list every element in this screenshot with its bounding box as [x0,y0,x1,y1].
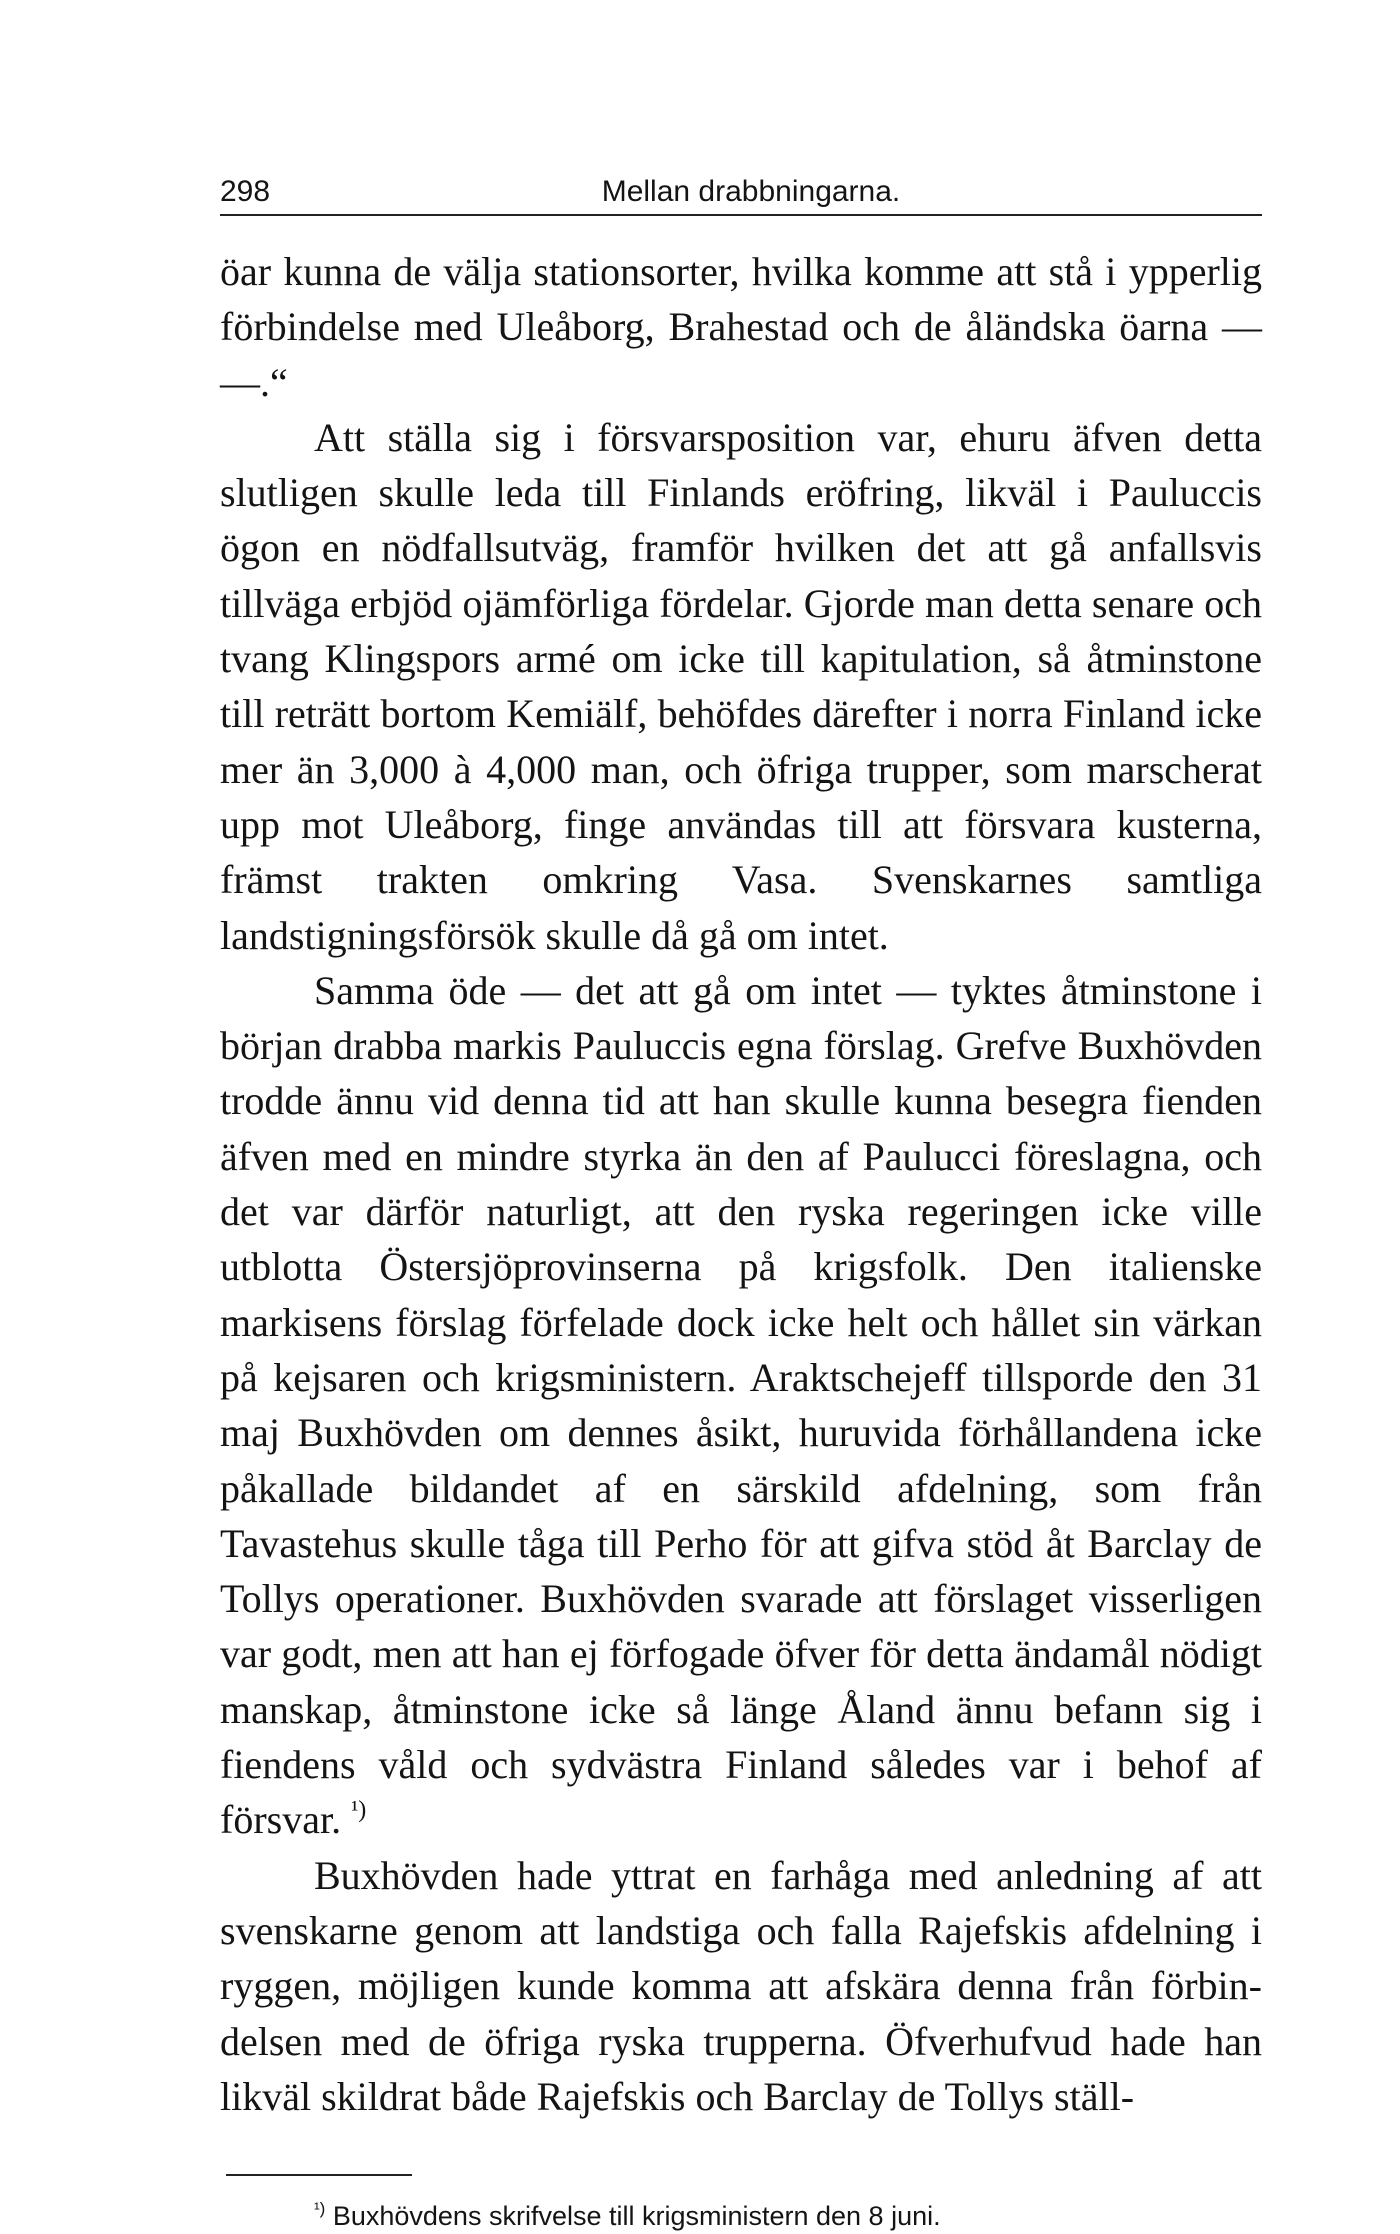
footnote-marker: ¹) [314,2199,326,2219]
book-page [220,170,1262,2232]
running-title: Mellan drabbningarna. [601,175,901,208]
paragraph-text: Samma öde — det att gå om intet — tyktes åtminstone i början drabba markis Pauluccis egna förslag. Grefve Buxhövden trodde ännu vid denna tid att han skulle kunna besegra fienden äfven med en mindre styrka än den af Paulucci föreslagna, och det var därför naturligt, att den ryska regeringen icke ville utblotta Östersjöprovinserna på krigsfolk. Den italienske markisens förslag förfelade dock icke helt och hållet sin värkan på kejsaren och krigsministern. Araktschejeff tillsporde den 31 maj Buxhövden om dennes åsikt, huruvida förhållandena icke påkallade bildandet af en särskild afdelning, som från Tavastehus skulle tåga till Perho för att gifva stöd åt Barclay de Tollys operationer. Buxhövden svarade att förslaget visserligen var godt, men att han ej förfogade öfver för detta ändamål nödigt manskap, åtminstone icke så länge Åland ännu befann sig i fiendens våld och sydvästra Finland således var i behof af försvar. [220,967,1262,1843]
footnote-text: Buxhövdens skrifvelse till krigsministern den 8 juni. [332,2201,941,2232]
paragraph [220,963,1262,1848]
body-text [220,244,1262,2124]
page-number: 298 [220,175,271,208]
footnote-reference: ¹) [351,1797,367,1824]
paragraph-continued: öar kunna de välja stationsorter, hvilka komme att stå i ypperlig förbindelse med Uleåborg, Brahestad och de åländska öarna — —.“ [220,249,1262,405]
paragraph: Att ställa sig i försvarsposition var, ehuru äfven detta slutligen skulle leda till Finlands eröfring, likväl i Pauluccis ögon en nödfallsutväg, framför hvilken det att gå anfallsvis tillväga erbjöd ojämförliga fördelar. Gjorde man detta senare och tvang Klingspors armé om icke till kapitulation, så åtminstone till reträtt bortom Kemiälf, behöfdes därefter i norra Finland icke mer än 3,000 à 4,000 man, och öfriga trupper, som marscherat upp mot Uleåborg, finge användas till att försvara kusterna, främst trakten omkring Vasa. Svenskarnes samtliga landstigningsförsök skulle då gå om intet. [220,414,1262,958]
paragraph: Buxhövden hade yttrat en farhåga med anledning af att svenskarne genom att landstiga och falla Rajefskis afdelning i ryggen, möjligen kunde komma att afskära denna från förbindelsen med de öfriga ryska trupperna. Öfverhufvud hade han likväl skildrat både Rajefskis och Barclay de Tollys ställ- [220,1852,1262,2119]
running-head [220,170,1262,216]
footnote-rule [226,2174,412,2176]
footnote [220,2198,1262,2234]
